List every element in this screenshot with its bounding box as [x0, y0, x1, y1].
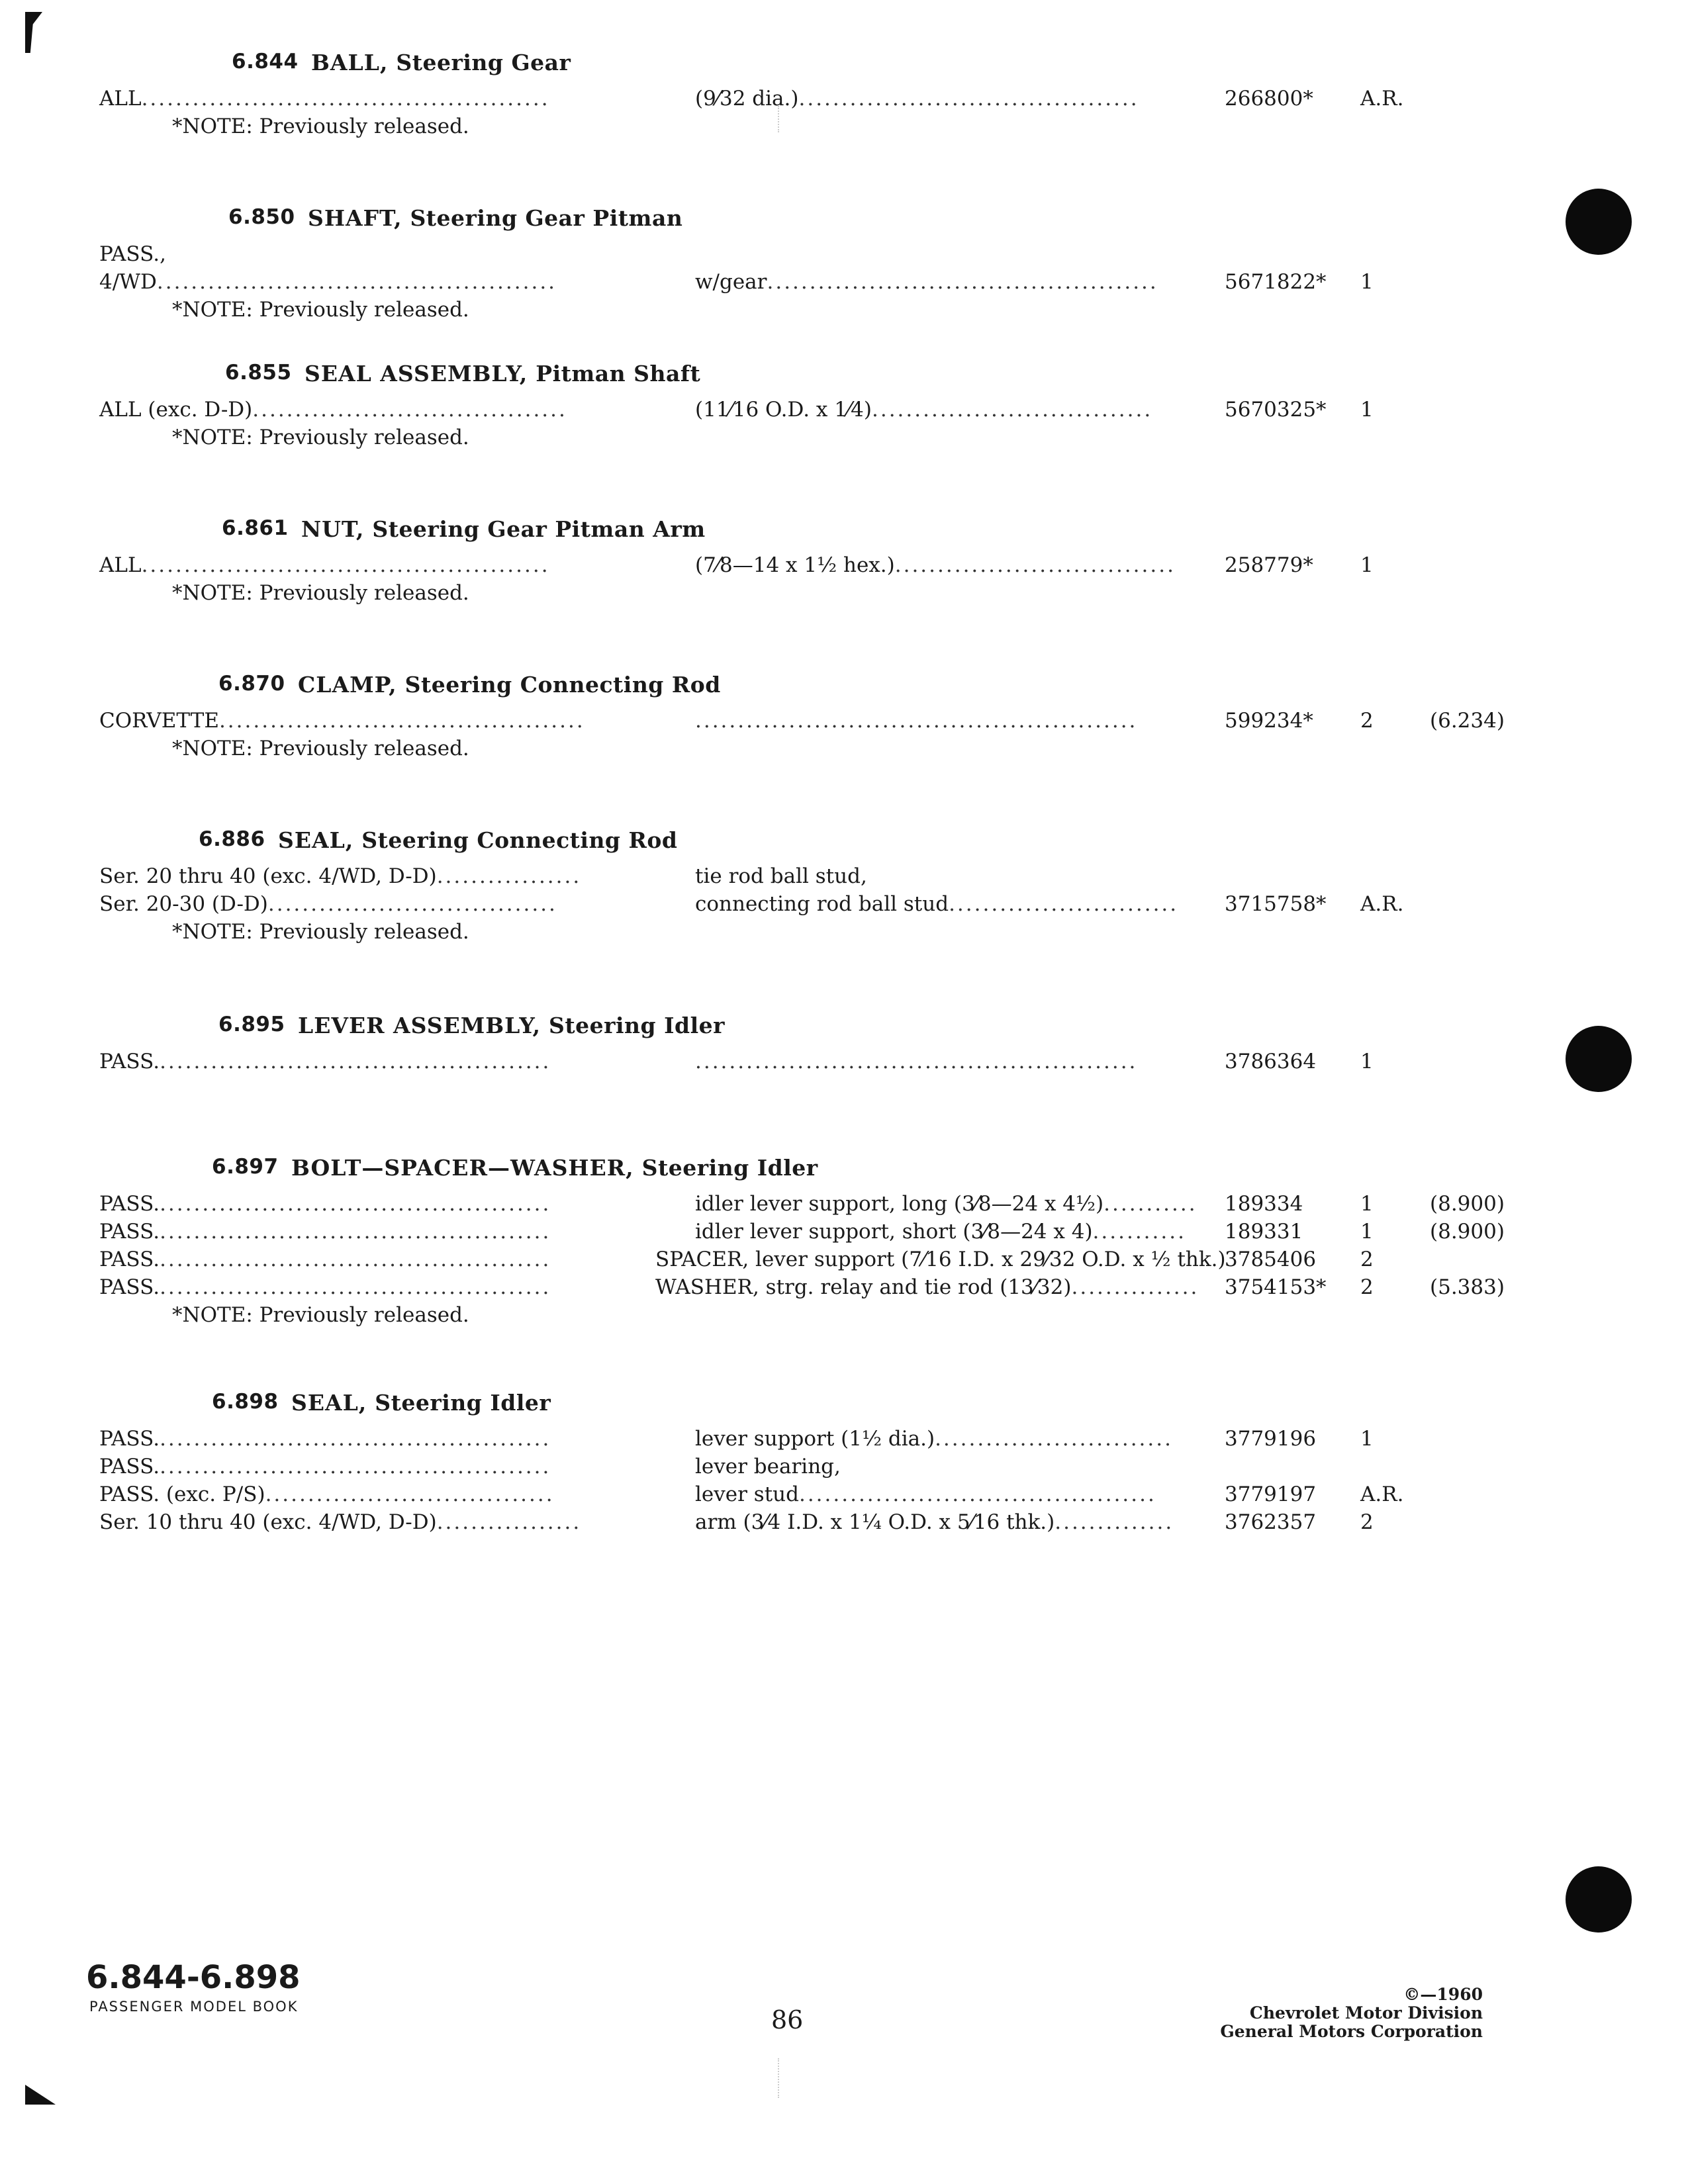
- section-heading: [99, 1013, 1516, 1050]
- section-heading: [99, 827, 1516, 864]
- section-title-rest: Steering Connecting Rod: [397, 672, 721, 698]
- leader-dots: .....................................: [252, 398, 567, 422]
- application-text: CORVETTE: [99, 709, 219, 733]
- section-title: [298, 1013, 725, 1038]
- table-row: [99, 87, 1516, 114]
- section-title: [311, 50, 571, 75]
- application-text: Ser. 20-30 (D-D): [99, 892, 268, 916]
- leader-dots: ....................................................: [695, 1050, 1138, 1073]
- section-title-name: BOLT—SPACER—WASHER,: [291, 1155, 634, 1181]
- application-cell: [99, 398, 567, 422]
- part-number-cell: 5670325*: [1225, 398, 1327, 422]
- part-number-cell: 3785406: [1225, 1248, 1317, 1271]
- description-text: idler lever support, long (3⁄8—24 x 4½): [695, 1192, 1104, 1216]
- table-row: [99, 1248, 1516, 1275]
- section-title-rest: Steering Idler: [541, 1013, 725, 1038]
- table-row: [99, 270, 1516, 298]
- table-row: [99, 864, 1516, 892]
- part-number-cell: 3754153*: [1225, 1275, 1327, 1299]
- description-text: (7⁄8—14 x 1½ hex.): [695, 553, 895, 577]
- leader-dots: ..................................: [265, 1482, 555, 1506]
- leader-dots: ..............................................: [767, 270, 1158, 294]
- part-number-cell: 3779197: [1225, 1482, 1317, 1506]
- table-row: [99, 709, 1516, 737]
- section-6-855: [99, 361, 1516, 457]
- footer-copyright: ©—1960: [1403, 1985, 1483, 2004]
- leader-dots: .................................: [871, 398, 1153, 422]
- leader-dots: ...............: [1071, 1275, 1199, 1299]
- quantity-cell: A.R.: [1360, 1482, 1404, 1506]
- section-6-895: [99, 1013, 1516, 1077]
- description-text: connecting rod ball stud: [695, 892, 949, 916]
- application-cell: [99, 1050, 551, 1073]
- section-title-rest: Steering Idler: [633, 1155, 818, 1181]
- section-note: *NOTE: Previously released.: [172, 114, 469, 138]
- leader-dots: ..........................................: [798, 1482, 1156, 1506]
- application-cell: [99, 270, 557, 294]
- table-row: [99, 398, 1516, 426]
- leader-dots: ..............................................: [160, 1275, 551, 1299]
- table-row: [99, 1192, 1516, 1220]
- application-cell: [99, 242, 166, 266]
- reference-cell: (5.383): [1430, 1275, 1505, 1299]
- application-text: PASS.: [99, 1220, 160, 1244]
- part-number-cell: 258779*: [1225, 553, 1313, 577]
- section-number: 6.844: [232, 50, 299, 73]
- section-number: 6.870: [218, 672, 285, 696]
- quantity-cell: 2: [1360, 1248, 1374, 1271]
- leader-dots: ..............................................: [160, 1248, 551, 1271]
- part-number-cell: 266800*: [1225, 87, 1313, 111]
- leader-dots: .................: [436, 1510, 582, 1534]
- leader-dots: ..............................................: [160, 1455, 551, 1479]
- description-text: SPACER, lever support (7⁄16 I.D. x 29⁄32 O.D. x ½ thk.): [655, 1248, 1226, 1271]
- table-row: [99, 1482, 1516, 1510]
- description-cell: [695, 1510, 1174, 1534]
- description-text: tie rod ball stud,: [695, 864, 867, 888]
- description-cell: [695, 87, 1139, 111]
- description-cell: [695, 1482, 1156, 1506]
- table-row: [99, 1275, 1516, 1303]
- leader-dots: ................................................: [141, 87, 550, 111]
- section-number: 6.895: [218, 1013, 285, 1036]
- part-number-cell: 599234*: [1225, 709, 1313, 733]
- leader-dots: ..............................................: [160, 1050, 551, 1073]
- application-text: PASS.: [99, 1455, 160, 1479]
- fold-line-bottom: [778, 2058, 779, 2098]
- table-row: [99, 1510, 1516, 1538]
- section-note: *NOTE: Previously released.: [172, 581, 469, 605]
- section-number: 6.886: [199, 827, 265, 851]
- application-cell: [99, 1482, 555, 1506]
- section-number: 6.850: [228, 205, 295, 229]
- leader-dots: ..............................................: [160, 1192, 551, 1216]
- part-number-cell: 189334: [1225, 1192, 1303, 1216]
- quantity-cell: A.R.: [1360, 892, 1404, 916]
- section-6-861: [99, 516, 1516, 613]
- description-cell: [655, 1275, 1199, 1299]
- section-title-name: SEAL,: [291, 1390, 367, 1416]
- application-cell: [99, 553, 550, 577]
- quantity-cell: 2: [1360, 1275, 1374, 1299]
- section-heading: [99, 50, 1516, 87]
- section-heading: [99, 1155, 1516, 1192]
- description-cell: [695, 1050, 1137, 1073]
- application-cell: [99, 1220, 551, 1244]
- section-title: [291, 1155, 818, 1181]
- application-text: PASS.: [99, 1275, 160, 1299]
- section-note: *NOTE: Previously released.: [172, 1303, 469, 1327]
- description-text: arm (3⁄4 I.D. x 1¼ O.D. x 5⁄16 thk.): [695, 1510, 1055, 1534]
- section-title-name: BALL,: [311, 50, 389, 75]
- application-cell: [99, 1192, 551, 1216]
- section-number: 6.898: [212, 1390, 279, 1414]
- section-note: *NOTE: Previously released.: [172, 298, 469, 322]
- section-title-name: SEAL ASSEMBLY,: [305, 361, 528, 387]
- description-cell: [695, 892, 1178, 916]
- description-text: (9⁄32 dia.): [695, 87, 799, 111]
- application-text: PASS. (exc. P/S): [99, 1482, 265, 1506]
- binder-hole-bottom: [1566, 1866, 1632, 1933]
- section-6-850: [99, 205, 1516, 330]
- quantity-cell: 1: [1360, 1192, 1374, 1216]
- quantity-cell: A.R.: [1360, 87, 1404, 111]
- leader-dots: ...........: [1092, 1220, 1186, 1244]
- section-6-898: [99, 1390, 1516, 1538]
- footer-publisher: [1220, 1985, 1483, 2041]
- table-row: [99, 553, 1516, 581]
- application-text: ALL (exc. D-D): [99, 398, 253, 422]
- reference-cell: (8.900): [1430, 1192, 1505, 1216]
- section-title-name: NUT,: [301, 516, 365, 542]
- application-text: PASS.: [99, 1427, 160, 1451]
- application-cell: [99, 87, 550, 111]
- part-number-cell: 5671822*: [1225, 270, 1327, 294]
- part-number-cell: 3715758*: [1225, 892, 1327, 916]
- section-note: *NOTE: Previously released.: [172, 426, 469, 449]
- application-text: PASS.,: [99, 242, 166, 266]
- section-title-name: SHAFT,: [308, 205, 402, 231]
- section-title-rest: Steering Connecting Rod: [353, 827, 678, 853]
- application-cell: [99, 1427, 551, 1451]
- footer-division: Chevrolet Motor Division: [1249, 2003, 1483, 2023]
- description-cell: [695, 398, 1152, 422]
- table-row: [99, 1220, 1516, 1248]
- section-heading: [99, 205, 1516, 242]
- description-cell: [695, 1192, 1197, 1216]
- section-title-rest: Steering Gear: [388, 50, 571, 75]
- section-6-844: [99, 50, 1516, 146]
- description-text: idler lever support, short (3⁄8—24 x 4): [695, 1220, 1093, 1244]
- description-text: lever stud: [695, 1482, 799, 1506]
- section-title-name: LEVER ASSEMBLY,: [298, 1013, 541, 1038]
- section-title: [291, 1390, 551, 1416]
- leader-dots: ............................: [935, 1427, 1173, 1451]
- application-text: PASS.: [99, 1050, 160, 1073]
- section-title-rest: Steering Idler: [367, 1390, 551, 1416]
- quantity-cell: 2: [1360, 1510, 1374, 1534]
- description-cell: [695, 1220, 1186, 1244]
- section-heading: [99, 516, 1516, 553]
- leader-dots: ....................................................: [695, 709, 1138, 733]
- description-cell: [655, 1248, 1226, 1271]
- section-title: [298, 672, 721, 698]
- description-cell: [695, 1427, 1173, 1451]
- application-text: PASS.: [99, 1248, 160, 1271]
- section-number: 6.861: [222, 516, 289, 540]
- section-heading: [99, 672, 1516, 709]
- description-cell: [695, 864, 867, 888]
- description-text: lever bearing,: [695, 1455, 841, 1479]
- binder-hole-top: [1566, 189, 1632, 255]
- quantity-cell: 1: [1360, 1050, 1374, 1073]
- application-cell: [99, 892, 557, 916]
- section-title: [301, 516, 706, 542]
- section-note: *NOTE: Previously released.: [172, 920, 469, 944]
- application-text: Ser. 20 thru 40 (exc. 4/WD, D-D): [99, 864, 437, 888]
- leader-dots: ...........: [1103, 1192, 1197, 1216]
- section-6-870: [99, 672, 1516, 768]
- part-number-cell: 3779196: [1225, 1427, 1317, 1451]
- reference-cell: (6.234): [1430, 709, 1505, 733]
- application-text: PASS.: [99, 1192, 160, 1216]
- binder-hole-middle: [1566, 1026, 1632, 1092]
- application-text: ALL: [99, 87, 142, 111]
- description-cell: [695, 270, 1158, 294]
- description-text: w/gear: [695, 270, 767, 294]
- footer-book-title: PASSENGER MODEL BOOK: [89, 1999, 299, 2015]
- leader-dots: ..............................................: [160, 1220, 551, 1244]
- application-cell: [99, 1248, 551, 1271]
- description-cell: [695, 553, 1176, 577]
- footer-corporation: General Motors Corporation: [1220, 2022, 1483, 2041]
- leader-dots: ...........................................: [218, 709, 585, 733]
- description-text: WASHER, strg. relay and tie rod (13⁄32): [655, 1275, 1072, 1299]
- application-text: Ser. 10 thru 40 (exc. 4/WD, D-D): [99, 1510, 437, 1534]
- quantity-cell: 1: [1360, 1220, 1374, 1244]
- section-number: 6.897: [212, 1155, 279, 1179]
- leader-dots: ................................................: [141, 553, 550, 577]
- leader-dots: ..................................: [267, 892, 557, 916]
- quantity-cell: 1: [1360, 1427, 1374, 1451]
- description-text: lever support (1½ dia.): [695, 1427, 935, 1451]
- section-note: *NOTE: Previously released.: [172, 737, 469, 760]
- leader-dots: .................: [436, 864, 582, 888]
- crop-mark-bottom: [25, 2085, 56, 2105]
- section-6-897: [99, 1155, 1516, 1335]
- quantity-cell: 1: [1360, 270, 1374, 294]
- leader-dots: ..............: [1055, 1510, 1174, 1534]
- application-text: 4/WD: [99, 270, 157, 294]
- reference-cell: (8.900): [1430, 1220, 1505, 1244]
- table-row: [99, 1427, 1516, 1455]
- table-row: [99, 892, 1516, 920]
- quantity-cell: 1: [1360, 398, 1374, 422]
- leader-dots: ........................................: [798, 87, 1139, 111]
- leader-dots: ...............................................: [156, 270, 557, 294]
- page-number: 86: [771, 2005, 804, 2034]
- crop-mark-top: [25, 12, 42, 53]
- section-title-name: CLAMP,: [298, 672, 397, 698]
- description-text: (11⁄16 O.D. x 1⁄4): [695, 398, 872, 422]
- section-title-rest: Steering Gear Pitman: [402, 205, 683, 231]
- application-cell: [99, 1510, 581, 1534]
- table-row: [99, 1050, 1516, 1077]
- section-heading: [99, 1390, 1516, 1427]
- quantity-cell: 2: [1360, 709, 1374, 733]
- section-title: [278, 827, 678, 853]
- table-row: [99, 242, 1516, 270]
- leader-dots: ...........................: [949, 892, 1179, 916]
- section-number: 6.855: [225, 361, 292, 385]
- quantity-cell: 1: [1360, 553, 1374, 577]
- section-6-886: [99, 827, 1516, 952]
- application-text: ALL: [99, 553, 142, 577]
- part-number-cell: 189331: [1225, 1220, 1303, 1244]
- section-title-name: SEAL,: [278, 827, 354, 853]
- application-cell: [99, 709, 585, 733]
- table-row: [99, 1455, 1516, 1482]
- section-title: [305, 361, 700, 387]
- leader-dots: .................................: [894, 553, 1176, 577]
- description-cell: [695, 709, 1137, 733]
- application-cell: [99, 1455, 551, 1479]
- section-heading: [99, 361, 1516, 398]
- section-title: [308, 205, 682, 231]
- leader-dots: ..............................................: [160, 1427, 551, 1451]
- application-cell: [99, 1275, 551, 1299]
- part-number-cell: 3786364: [1225, 1050, 1317, 1073]
- section-title-rest: Pitman Shaft: [528, 361, 701, 387]
- footer-section-code: 6.844-6.898: [86, 1959, 301, 1996]
- description-cell: [695, 1455, 841, 1479]
- application-cell: [99, 864, 581, 888]
- part-number-cell: 3762357: [1225, 1510, 1317, 1534]
- section-title-rest: Steering Gear Pitman Arm: [364, 516, 706, 542]
